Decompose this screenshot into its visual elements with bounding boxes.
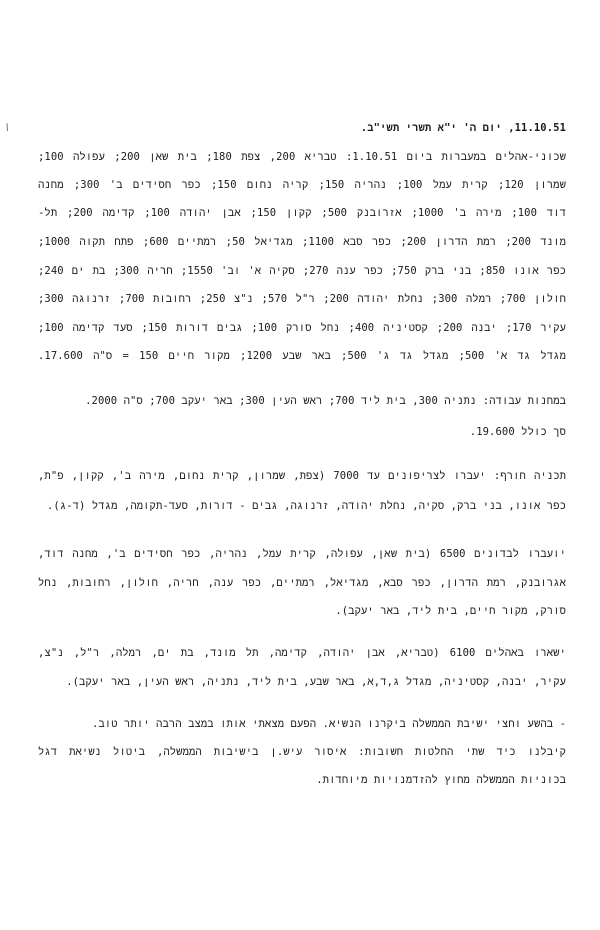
population-line: עקיר 170; יבנה 200; קסטיניה 400; נחל סורק 100; גבים דורות 150; סעד קדימה 100; — [38, 322, 566, 334]
population-line: כפר אונו 850; בני ברק 750; כפר ענה 270; סקיה א' וב' 1550; חריה 300; בת ים 240; — [38, 265, 566, 277]
closing-line: בכוניות הממשלה מחוץ להזדמנויות מיוחדות. — [316, 774, 566, 786]
population-line: חולון 700; רמלה 300; נחלת יהודה 200; ר"ל 570; נ"צ 250; רחובות 700; זרנוגה 300; — [38, 293, 566, 305]
work-camps-line: במחנות עבודה: נתניה 300, בית ליד 700; ראש העין 300; באר יעקב 700; ס"ה 2000. — [85, 395, 566, 407]
grand-total-line: סך כולל 19.600. — [469, 426, 566, 438]
diary-heading: 11.10.51, יום ה' י"א תשרי תשי"ב. — [360, 122, 566, 134]
population-line: מונד 200; רמת הדרון 200; כפר סבא 1100; מגדיאל 50; רמתיים 600; פתח תקוה 1000; — [38, 236, 566, 248]
tents-line: ישארו באהלים 6100 (טבריא, אבן יהודה, קדימה, תל מונד, בת ים, רמלה, ר"ל, נ"צ, — [38, 647, 566, 659]
closing-line: קיבלנו כיד שתי החלטות חשובות: איסור עיש.ן בישיבות הממשלה, ביטול נשיאת דגל — [38, 746, 566, 758]
tents-line: עקיר, יבנה, קסטיניה, מגדל ג,ד,א, באר שבע, בית ליד, נתניה, ראש העין, באר יעקב). — [66, 676, 566, 688]
population-line: שמרון 120; קרית עמל 100; נהריה 150; קריה נחום 150; כפר חסידים ב' 300; מחנה — [38, 179, 566, 191]
tin-huts-line: יועברו לבדונים 6500 (בית שאן, עפולה, קרית עמל, נהריה, כפר חסידים ב', מחנה דוד, — [38, 548, 566, 560]
tin-huts-line: אגרובנק, רמת הדרון, כפר סבא, מגדיאל, רמתיים, כפר ענה, חריה, חולון, רחובות, נחל — [38, 577, 566, 589]
population-line: מגדל גד א' 500; מגדל גד ג' 500; באר שבע 1200; מקור חיים 150 = ס"ה 17.600. — [38, 350, 566, 362]
population-line: דוד 100; מירה ב' 1000; אזרובנק 500; קקון 150; אבן יהודה 100; קדימה 200; תל- — [38, 207, 566, 219]
closing-line: - בהשע וחצי ישיבת הממשלה ביקרנו הנשיא. הפעם מצאתי אותו במצב הרבה יותר טוב. — [91, 718, 566, 730]
tin-huts-line: סורק, מקור חיים, בית ליד, באר יעקב). — [335, 605, 566, 617]
margin-mark: / — [4, 122, 11, 134]
winter-plan-line: כפר אונו, בני ברק, סקיה, נחלת יהודה, זרנוגה, גבים - דורות, סעד-תקומה, מגדל (ד-ג). — [46, 500, 566, 512]
winter-plan-line: תכניה חורף: יעברו לצריפונים עד 7000 (צפת, שמרון, קרית נחום, מירה ב', קקון, פ"ת, — [38, 470, 566, 482]
population-line: שכוני-אהלים במעברות ביום 1.10.51: טבריא 200, צפת 180; בית שאן 200; עפולה 100; — [38, 151, 566, 163]
